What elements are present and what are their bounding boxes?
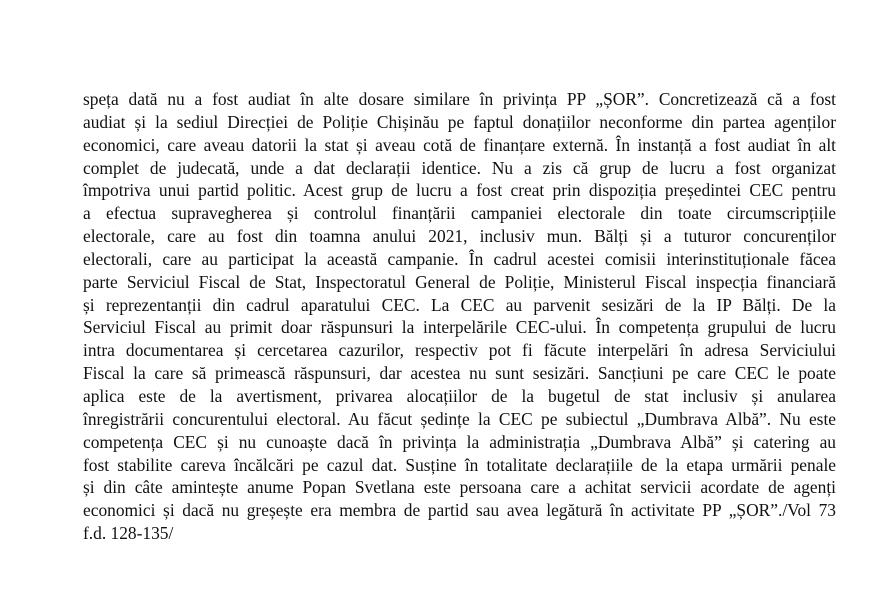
text-line-20: f.d. 128-135/ xyxy=(83,523,174,544)
text-line-5: împotriva unui partid politic. Acest grup de lucru a fost creat prin dispoziția președintei CEC pentru xyxy=(83,180,836,201)
text-line-8: electorali, care au participat la această campanie. În cadrul acestei comisii interinstituționale făcea xyxy=(83,248,836,269)
text-line-11: Serviciul Fiscal au primit doar răspunsuri la interpelările CEC-ului. În competența grupului de lucru xyxy=(83,317,836,338)
text-line-19: economici și dacă nu greșește era membra de partid sau avea legătură în activitate PP „ȘOR”./Vol 73 xyxy=(83,500,836,521)
text-line-2: audiat și la sediul Direcției de Poliție Chișinău pe faptul donațiilor neconforme din partea agenților xyxy=(83,111,836,132)
text-line-6: a efectua supravegherea și controlul finanțării campaniei electorale din toate circumscripțiile xyxy=(83,203,836,224)
text-line-16: competența CEC și nu cunoaște dacă în privința la administrația „Dumbrava Albă” și catering au xyxy=(83,431,836,452)
text-line-17: fost stabilite careva încălcări pe cazul dat. Susține în totalitate declarațiile de la etapa urmării penale xyxy=(83,454,836,475)
text-line-10: și reprezentanții din cadrul aparatului CEC. La CEC au parvenit sesizări de la IP Bălți. De la xyxy=(83,294,836,315)
text-line-18: și din câte amintește anume Popan Svetlana este persoana care a achitat servicii acordate de agenți xyxy=(83,477,836,498)
text-line-9: parte Serviciul Fiscal de Stat, Inspectoratul General de Poliție, Ministerul Fiscal inspecția financiară xyxy=(83,271,836,292)
text-line-4: complet de judecată, unde a dat declarații identice. Nu a zis că grup de lucru a fost organizat xyxy=(83,157,836,178)
text-line-13: Fiscal la care să primească răspunsuri, dar acestea nu sunt sesizări. Sancțiuni pe care CEC le poate xyxy=(83,363,836,384)
text-line-3: economici, care aveau datorii la stat și aveau cotă de finanțare externă. În instanță a fost audiat în alt xyxy=(83,134,836,155)
text-line-7: electorale, care au fost din toamna anului 2021, inclusiv mun. Bălți și a tuturor concurenților xyxy=(83,226,836,247)
text-line-12: intra documentarea și cercetarea cazurilor, respectiv pot fi făcute interpelări în adresa Serviciului xyxy=(83,340,836,361)
text-line-14: aplica este de la avertisment, privarea alocațiilor de la bugetul de stat inclusiv și anularea xyxy=(83,385,836,406)
text-line-1: speța dată nu a fost audiat în alte dosare similare în privința PP „ȘOR”. Concretizează că a fost xyxy=(83,89,836,109)
text-line-15: înregistrării concurentului electoral. Au făcut ședințe la CEC pe subiectul „Dumbrava Albă”. Nu este xyxy=(83,408,836,429)
document-text xyxy=(83,88,836,545)
